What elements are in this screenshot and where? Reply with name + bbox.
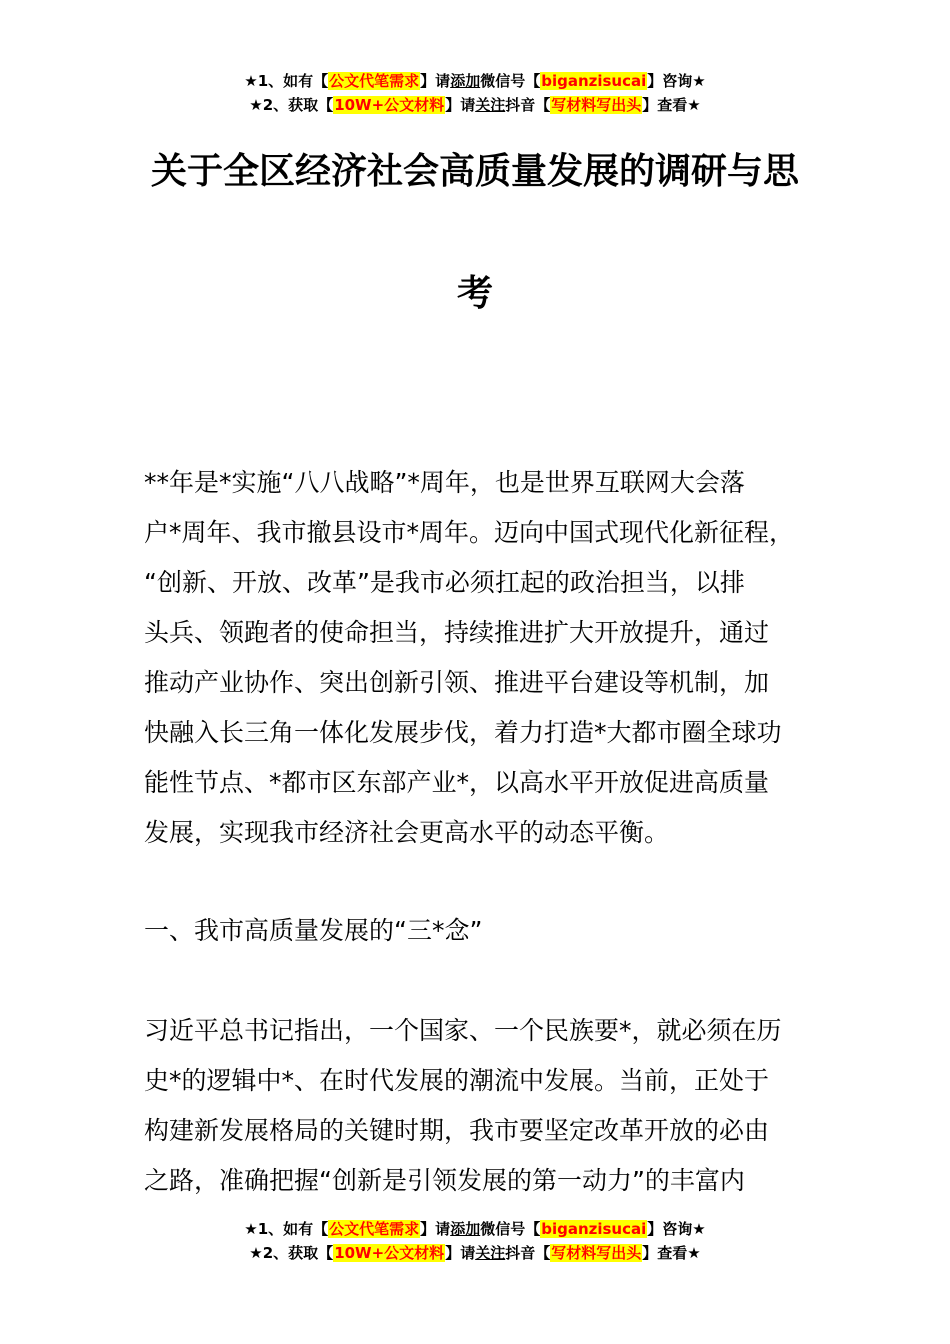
ad-line-1: ★1、如有【公文代笔需求】请添加微信号【biganzisucai】咨询★ bbox=[244, 1220, 706, 1238]
text-line: 史*的逻辑中*、在时代发展的潮流中发展。当前，正处于 bbox=[144, 1066, 770, 1095]
text-line: **年是*实施“八八战略”*周年，也是世界互联网大会落 bbox=[144, 468, 745, 497]
section-heading bbox=[144, 906, 844, 956]
intro-paragraph bbox=[144, 458, 844, 858]
text-line: 推动产业协作、突出创新引领、推进平台建设等机制，加 bbox=[144, 668, 770, 697]
document-title-line-2: 考 bbox=[456, 273, 493, 314]
text-line: 头兵、领跑者的使命担当，持续推进扩大开放提升，通过 bbox=[144, 618, 770, 647]
header-ad-banner bbox=[0, 69, 950, 117]
ad-line-2: ★2、获取【10W+公文材料】请关注抖音【写材料写出头】查看★ bbox=[249, 1244, 701, 1262]
text-line: 能性节点、*都市区东部产业*，以高水平开放促进高质量 bbox=[144, 768, 770, 797]
text-line: “创新、开放、改革”是我市必须扛起的政治担当，以排 bbox=[144, 568, 745, 597]
highlight-materials: 10W+公文材料 bbox=[334, 96, 445, 114]
text-line: 习近平总书记指出，一个国家、一个民族要*，就必须在历 bbox=[144, 1016, 782, 1045]
highlight-wechat-id: biganzisucai bbox=[541, 72, 647, 90]
document-title-line-1: 关于全区经济社会高质量发展的调研与思 bbox=[150, 151, 799, 192]
highlight-wechat-id: biganzisucai bbox=[541, 1220, 647, 1238]
highlight-materials: 10W+公文材料 bbox=[334, 1244, 445, 1262]
text-line: 构建新发展格局的关键时期，我市要坚定改革开放的必由 bbox=[144, 1116, 770, 1145]
body-paragraph bbox=[144, 1006, 844, 1206]
ad-line-1: ★1、如有【公文代笔需求】请添加微信号【biganzisucai】咨询★ bbox=[244, 72, 706, 90]
highlight-douyin-account: 写材料写出头 bbox=[551, 1244, 642, 1262]
section-heading-text: 一、我市高质量发展的“三*念” bbox=[144, 916, 483, 945]
text-line: 之路，准确把握“创新是引领发展的第一动力”的丰富内 bbox=[144, 1166, 745, 1195]
highlight-douyin-account: 写材料写出头 bbox=[551, 96, 642, 114]
footer-ad-banner bbox=[0, 1217, 950, 1265]
text-line: 户*周年、我市撤县设市*周年。迈向中国式现代化新征程， bbox=[144, 518, 795, 547]
text-line: 发展，实现我市经济社会更高水平的动态平衡。 bbox=[144, 818, 670, 847]
text-line: 快融入长三角一体化发展步伐，着力打造*大都市圈全球功 bbox=[144, 718, 782, 747]
ad-line-2: ★2、获取【10W+公文材料】请关注抖音【写材料写出头】查看★ bbox=[249, 96, 701, 114]
highlight-service: 公文代笔需求 bbox=[329, 72, 420, 90]
highlight-service: 公文代笔需求 bbox=[329, 1220, 420, 1238]
